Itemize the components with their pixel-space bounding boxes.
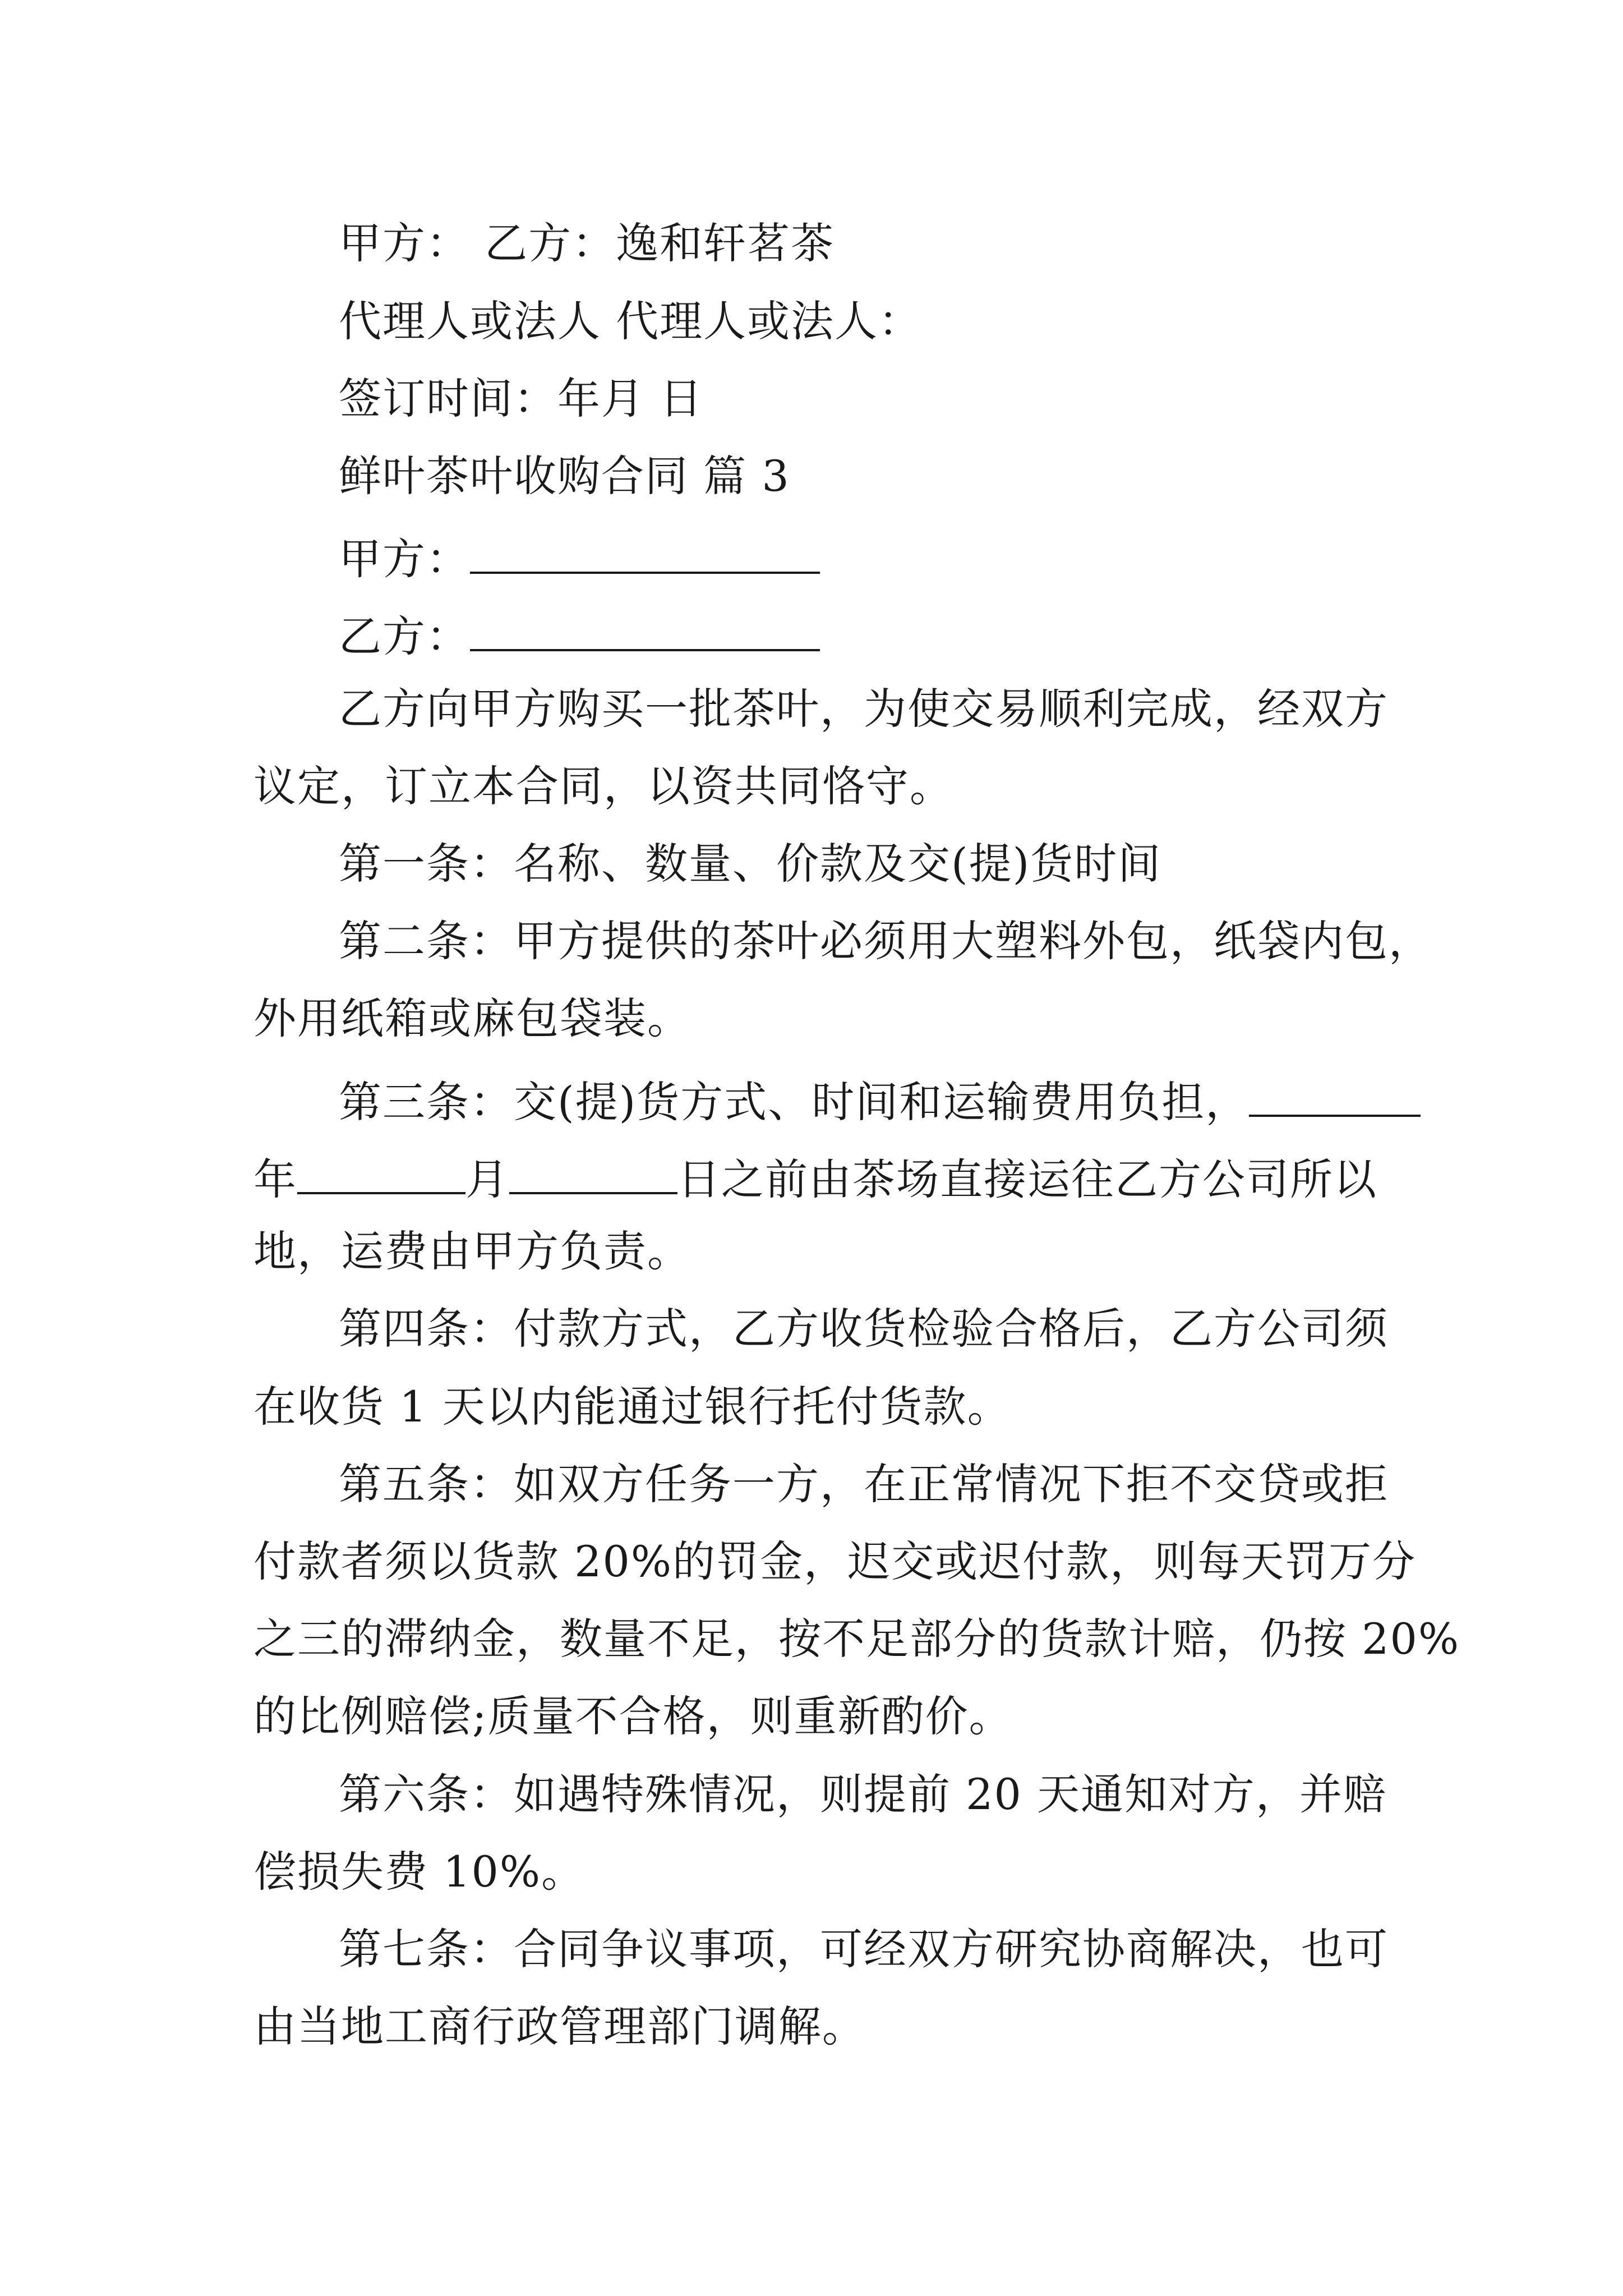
party-a-line xyxy=(339,528,1392,585)
article-3-line xyxy=(339,1071,1392,1128)
article-5-line xyxy=(253,1536,1417,1588)
article-3-blank xyxy=(1249,1071,1421,1117)
party-line xyxy=(339,218,1392,269)
agent-text: 代理人或法人 代理人或法人： xyxy=(339,296,923,346)
article-6-line xyxy=(339,1769,1392,1820)
article-4-text: 第四条：付款方式，乙方收货检验合格后，乙方公司须 xyxy=(339,1304,1389,1354)
section-heading-text: 鲜叶茶叶收购合同 篇 3 xyxy=(339,451,790,501)
signing-date-text: 签订时间：年月 日 xyxy=(339,374,704,424)
article-3-text: 地，运费由甲方负责。 xyxy=(253,1226,691,1276)
month-blank xyxy=(509,1148,677,1194)
article-4-line xyxy=(339,1303,1392,1355)
signing-date-line xyxy=(339,373,1392,425)
article-1-line xyxy=(339,838,1392,890)
article-1-text: 第一条：名称、数量、价款及交(提)货时间 xyxy=(339,839,1162,889)
article-7-text: 由当地工商行政管理部门调解。 xyxy=(253,2001,866,2051)
day-text: 日之前由茶场直接运往乙方公司所以 xyxy=(677,1154,1377,1204)
article-7-line xyxy=(339,1924,1392,1975)
paragraph-text: 议定，订立本合同，以资共同恪守。 xyxy=(253,761,953,811)
paragraph-text: 乙方向甲方购买一批茶叶，为使交易顺利完成，经双方 xyxy=(339,684,1389,734)
article-4-line xyxy=(253,1381,1392,1433)
article-5-text: 之三的滞纳金，数量不足，按不足部分的货款计赔，仍按 20% xyxy=(253,1614,1460,1664)
article-6-text: 偿损失费 10%。 xyxy=(253,1847,585,1897)
article-5-text: 的比例赔偿;质量不合格，则重新酌价。 xyxy=(253,1691,1013,1741)
article-5-text: 第五条：如双方任务一方，在正常情况下拒不交贷或拒 xyxy=(339,1459,1389,1509)
article-5-line xyxy=(253,1691,1392,1742)
party-text: 甲方： 乙方：逸和轩茗茶 xyxy=(339,218,835,268)
article-7-text: 第七条：合同争议事项，可经双方研究协商解决，也可 xyxy=(339,1924,1389,1974)
party-b-label: 乙方： xyxy=(339,611,470,661)
party-b-blank xyxy=(470,605,820,651)
article-4-text: 在收货 1 天以内能通过银行托付货款。 xyxy=(253,1382,1011,1432)
article-2-text: 第二条：甲方提供的茶叶必须用大塑料外包，纸袋内包， xyxy=(339,916,1432,966)
article-2-text: 外用纸箱或麻包袋装。 xyxy=(253,993,691,1043)
year-blank xyxy=(297,1148,465,1194)
agent-line xyxy=(339,296,1392,347)
article-5-text: 付款者须以货款 20%的罚金，迟交或迟付款，则每天罚万分 xyxy=(253,1536,1417,1586)
party-a-blank xyxy=(470,528,820,574)
article-2-line xyxy=(339,915,1432,967)
party-a-label: 甲方： xyxy=(339,534,470,584)
article-6-text: 第六条：如遇特殊情况，则提前 20 天通知对方，并赔 xyxy=(339,1769,1387,1819)
article-7-line xyxy=(253,2001,1392,2053)
article-2-line xyxy=(253,993,1392,1045)
paragraph-line xyxy=(253,761,1392,812)
party-b-line xyxy=(339,605,1392,662)
article-3-date-line xyxy=(253,1148,1392,1205)
article-3-line xyxy=(253,1226,1392,1277)
article-3-text: 第三条：交(提)货方式、时间和运输费用负担， xyxy=(339,1077,1249,1127)
article-6-line xyxy=(253,1846,1392,1898)
article-5-line xyxy=(339,1458,1392,1510)
article-5-line xyxy=(253,1613,1460,1665)
section-heading xyxy=(339,450,1392,502)
year-label: 年 xyxy=(253,1154,297,1204)
month-label: 月 xyxy=(465,1154,509,1204)
paragraph-line xyxy=(339,683,1392,735)
